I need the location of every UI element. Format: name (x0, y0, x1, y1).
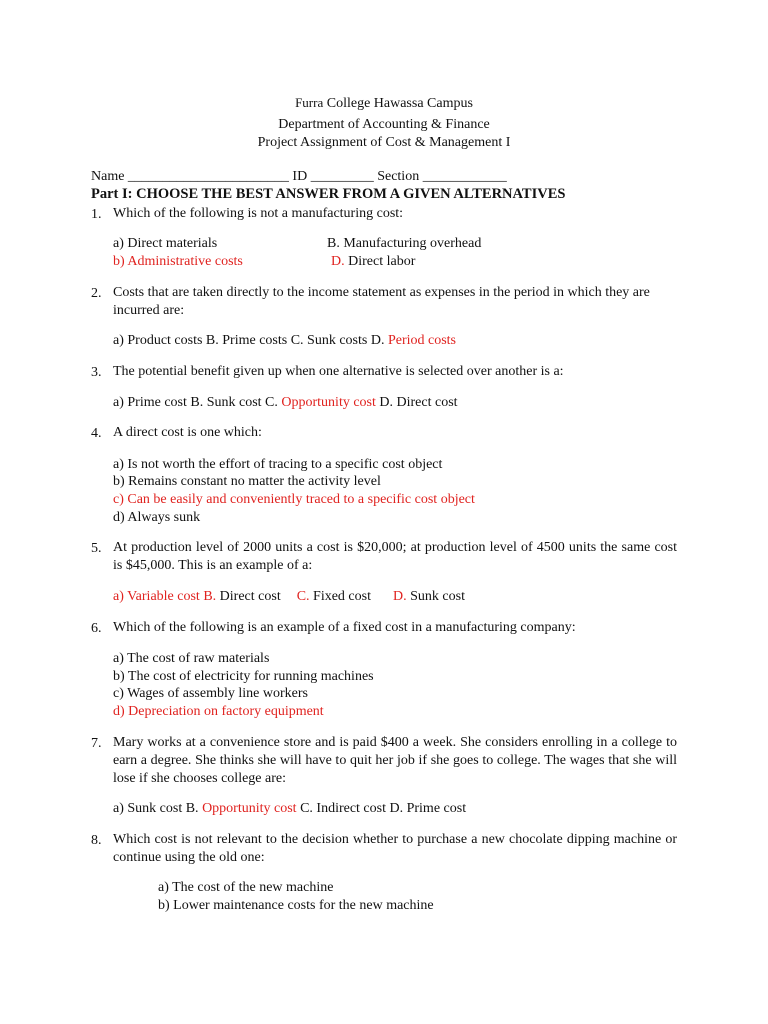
student-info-line: Name _______________________ ID _________ Section ____________ (91, 169, 507, 184)
question-text: Mary works at a convenience store and is paid $400 a week. She considers enrolling in a college to earn a degree. She thinks she will have to quit her job if she goes to college. The wages that she will lose if she chooses college are: (113, 735, 677, 786)
option-b: b) The cost of electricity for running machines (113, 669, 374, 684)
option-answer: Opportunity cost (198, 801, 297, 816)
question-number: 3. (91, 365, 102, 380)
option-d (331, 253, 415, 271)
options-line (113, 800, 466, 818)
question-number: 4. (91, 426, 102, 441)
question-number: 5. (91, 541, 102, 556)
college-title (0, 94, 768, 113)
department-title: Department of Accounting & Finance (278, 117, 490, 132)
part-title: Part I: CHOOSE THE BEST ANSWER FROM A GIVEN ALTERNATIVES (91, 186, 566, 202)
option-text: Fixed cost (309, 589, 371, 604)
option-letter: C. (296, 589, 310, 604)
option-answer: Period costs (384, 333, 457, 348)
question-number: 7. (91, 736, 102, 751)
question-text: Which of the following is an example of a fixed cost in a manufacturing company: (113, 620, 576, 635)
question-text: Costs that are taken directly to the income statement as expenses in the period in which they are incurred are: (113, 285, 650, 318)
option-answer: b) Administrative costs (113, 254, 243, 269)
option-c: c) Wages of assembly line workers (113, 686, 308, 701)
option-answer: d) Depreciation on factory equipment (113, 704, 324, 719)
option-b: B. Manufacturing overhead (327, 236, 482, 251)
option-letter: B. (203, 589, 217, 604)
options-text: a) Product costs B. Prime costs C. Sunk costs D. (113, 333, 385, 348)
option-answer: Opportunity cost (277, 395, 376, 410)
option-text: Direct labor (344, 254, 416, 269)
options-line (113, 332, 456, 350)
option-answer: a) Variable cost (113, 589, 200, 604)
question-text: Which of the following is not a manufacturing cost: (113, 206, 404, 221)
project-title: Project Assignment of Cost & Management I (257, 135, 511, 150)
question-text: At production level of 2000 units a cost is $20,000; at production level of 4500 units the same cost is $45,000. This is an example of a: (113, 540, 677, 573)
college-name: College Hawassa Campus (326, 96, 473, 111)
option-a: a) The cost of raw materials (113, 651, 270, 666)
college-prefix: Furra (295, 95, 324, 110)
options-text: C. Indirect cost D. Prime cost (296, 801, 467, 816)
option-b: b) Lower maintenance costs for the new machine (158, 898, 434, 913)
option-text: Direct cost (216, 589, 281, 604)
option-letter: D. (393, 589, 407, 604)
options-text: a) Prime cost B. Sunk cost C. (113, 395, 278, 410)
option-a: a) Is not worth the effort of tracing to a specific cost object (113, 457, 443, 472)
option-letter: D. (331, 254, 345, 269)
question-text: Which cost is not relevant to the decision whether to purchase a new chocolate dipping machine or continue using the old one: (113, 832, 677, 865)
options-line (113, 588, 465, 606)
question-text: A direct cost is one which: (113, 425, 262, 440)
option-d: d) Always sunk (113, 510, 201, 525)
option-a: a) Direct materials (113, 236, 218, 251)
option-text: Sunk cost (406, 589, 465, 604)
option-b: b) Remains constant no matter the activity level (113, 474, 381, 489)
options-text: D. Direct cost (375, 395, 458, 410)
option-a: a) The cost of the new machine (158, 880, 334, 895)
question-number: 8. (91, 833, 102, 848)
question-number: 6. (91, 621, 102, 636)
question-number: 1. (91, 207, 102, 222)
question-text: The potential benefit given up when one alternative is selected over another is a: (113, 364, 564, 379)
option-answer: c) Can be easily and conveniently traced to a specific cost object (113, 492, 475, 507)
question-number: 2. (91, 286, 102, 301)
options-line (113, 394, 458, 412)
options-text: a) Sunk cost B. (113, 801, 199, 816)
